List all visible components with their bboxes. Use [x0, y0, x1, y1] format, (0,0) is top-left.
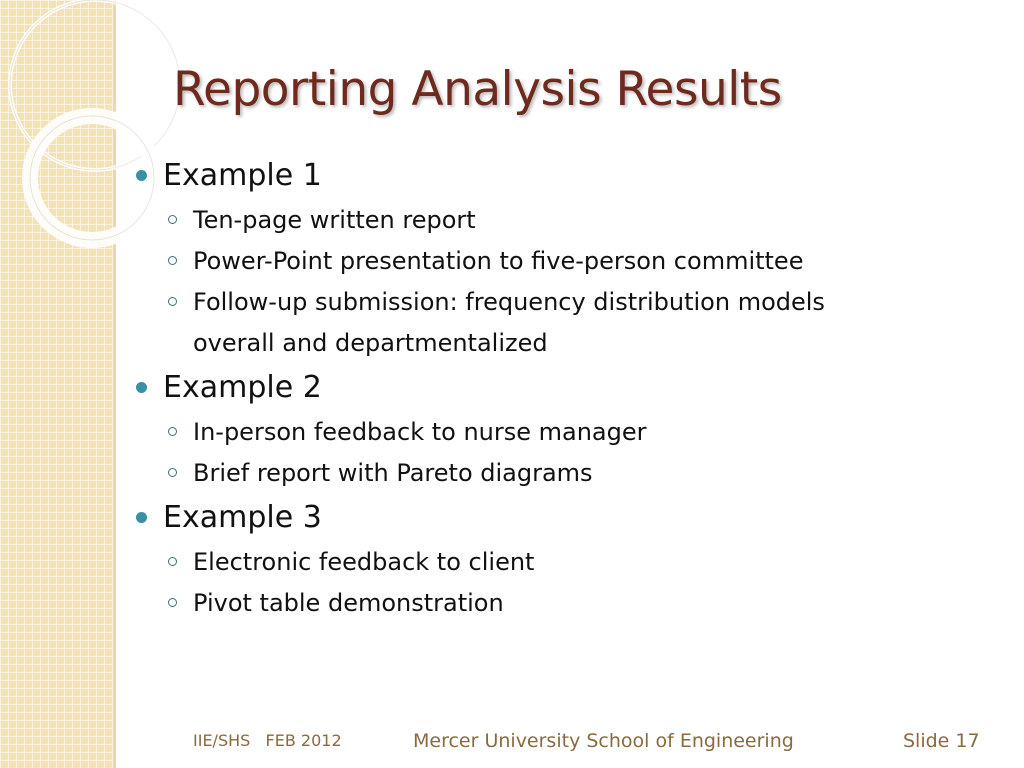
sub-item-text: Pivot table demonstration — [193, 589, 504, 617]
list-item — [133, 364, 993, 412]
sub-bullet-ring-icon — [168, 427, 177, 436]
list-item — [133, 583, 993, 624]
sub-bullet-ring-icon — [168, 256, 177, 265]
bullet-list — [133, 152, 993, 624]
list-item — [133, 282, 993, 323]
sub-bullet-ring-icon — [168, 468, 177, 477]
list-item — [133, 494, 993, 542]
bullet-dot-icon — [136, 170, 147, 181]
sub-item-text: Ten-page written report — [193, 206, 476, 234]
list-item — [133, 152, 993, 200]
sub-bullet-ring-icon — [168, 598, 177, 607]
bullet-dot-icon — [136, 382, 147, 393]
sub-bullet-ring-icon — [168, 557, 177, 566]
section-heading: Example 1 — [163, 158, 322, 193]
list-item — [133, 200, 993, 241]
slide-number: Slide 17 — [903, 730, 980, 752]
footer-organization: Mercer University School of Engineering — [413, 730, 794, 752]
list-item — [133, 412, 993, 453]
slide-title: Reporting Analysis Results — [173, 62, 782, 117]
sub-item-text: Brief report with Pareto diagrams — [193, 459, 593, 487]
sub-item-text: Follow-up submission: frequency distribution models — [193, 288, 825, 316]
list-item — [133, 453, 993, 494]
sub-bullet-ring-icon — [168, 215, 177, 224]
sub-bullet-ring-icon — [168, 297, 177, 306]
list-item — [133, 542, 993, 583]
section-heading: Example 2 — [163, 370, 322, 405]
list-item — [133, 241, 993, 282]
bullet-dot-icon — [136, 512, 147, 523]
sub-item-text: Power-Point presentation to five-person committee — [193, 247, 804, 275]
sub-item-continuation: overall and departmentalized — [193, 329, 548, 357]
footer-date: IIE/SHS FEB 2012 — [193, 731, 342, 750]
sub-item-text: In-person feedback to nurse manager — [193, 418, 647, 446]
sub-item-text: Electronic feedback to client — [193, 548, 535, 576]
section-heading: Example 3 — [163, 500, 322, 535]
